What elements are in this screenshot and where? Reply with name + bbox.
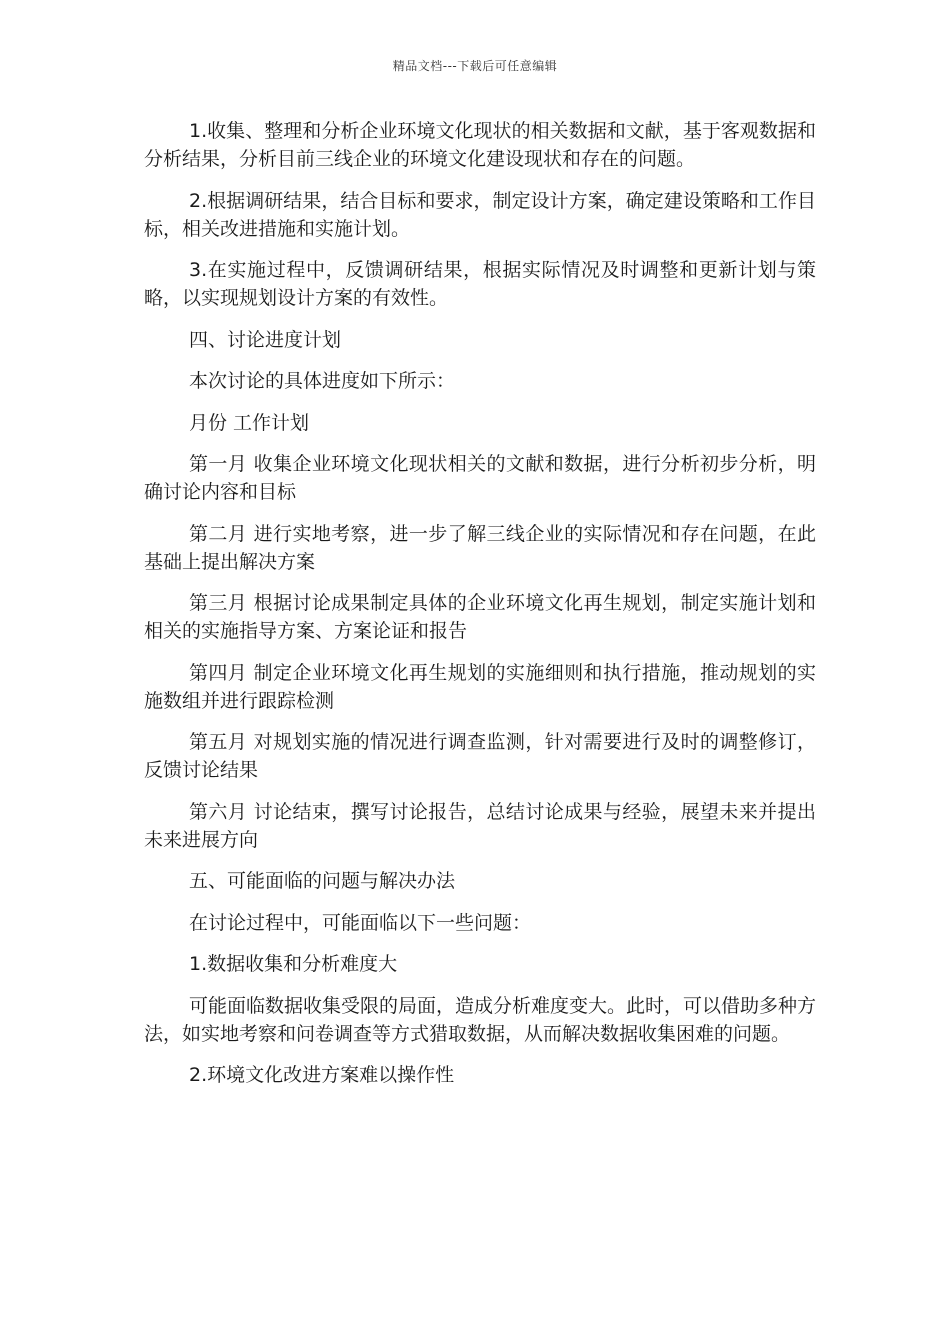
paragraph-step-3: 3.在实施过程中，反馈调研结果，根据实际情况及时调整和更新计划与策略，以实现规划设计方案的有效性。 bbox=[144, 259, 816, 309]
paragraph-problems-intro: 在讨论过程中，可能面临以下一些问题： bbox=[189, 911, 532, 934]
schedule-month-4: 第四月 制定企业环境文化再生规划的实施细则和执行措施，推动规划的实施数组并进行跟踪检测 bbox=[144, 661, 816, 712]
problem-2-title: 2.环境文化改进方案难以操作性 bbox=[189, 1064, 455, 1086]
schedule-column-headers: 月份 工作计划 bbox=[189, 411, 310, 434]
page-header: 精品文档---下载后可任意编辑 bbox=[392, 59, 558, 73]
schedule-month-5: 第五月 对规划实施的情况进行调查监测，针对需要进行及时的调整修订，反馈讨论结果 bbox=[144, 731, 816, 781]
schedule-month-3: 第三月 根据讨论成果制定具体的企业环境文化再生规划，制定实施计划和相关的实施指导方案、方案论证和报告 bbox=[144, 592, 816, 642]
problem-1-title: 1.数据收集和分析难度大 bbox=[189, 953, 398, 975]
section-heading-problems: 五、可能面临的问题与解决办法 bbox=[189, 870, 456, 892]
section-heading-schedule: 四、讨论进度计划 bbox=[189, 328, 342, 351]
schedule-month-1: 第一月 收集企业环境文化现状相关的文献和数据，进行分析初步分析，明确讨论内容和目标 bbox=[144, 453, 816, 503]
paragraph-step-2: 2.根据调研结果，结合目标和要求，制定设计方案，确定建设策略和工作目标，相关改进措施和实施计划。 bbox=[144, 189, 816, 240]
paragraph-step-1: 1.收集、整理和分析企业环境文化现状的相关数据和文献，基于客观数据和分析结果，分析目前三线企业的环境文化建设现状和存在的问题。 bbox=[144, 120, 816, 170]
schedule-month-6: 第六月 讨论结束，撰写讨论报告，总结讨论成果与经验，展望未来并提出未来进展方向 bbox=[144, 800, 816, 851]
problem-1-solution: 可能面临数据收集受限的局面，造成分析难度变大。此时，可以借助多种方法，如实地考察和问卷调查等方式猎取数据，从而解决数据收集困难的问题。 bbox=[144, 994, 817, 1045]
schedule-month-2: 第二月 进行实地考察，进一步了解三线企业的实际情况和存在问题，在此基础上提出解决方案 bbox=[144, 522, 816, 573]
document-body bbox=[144, 117, 816, 1103]
paragraph-schedule-intro: 本次讨论的具体进度如下所示： bbox=[189, 370, 456, 392]
